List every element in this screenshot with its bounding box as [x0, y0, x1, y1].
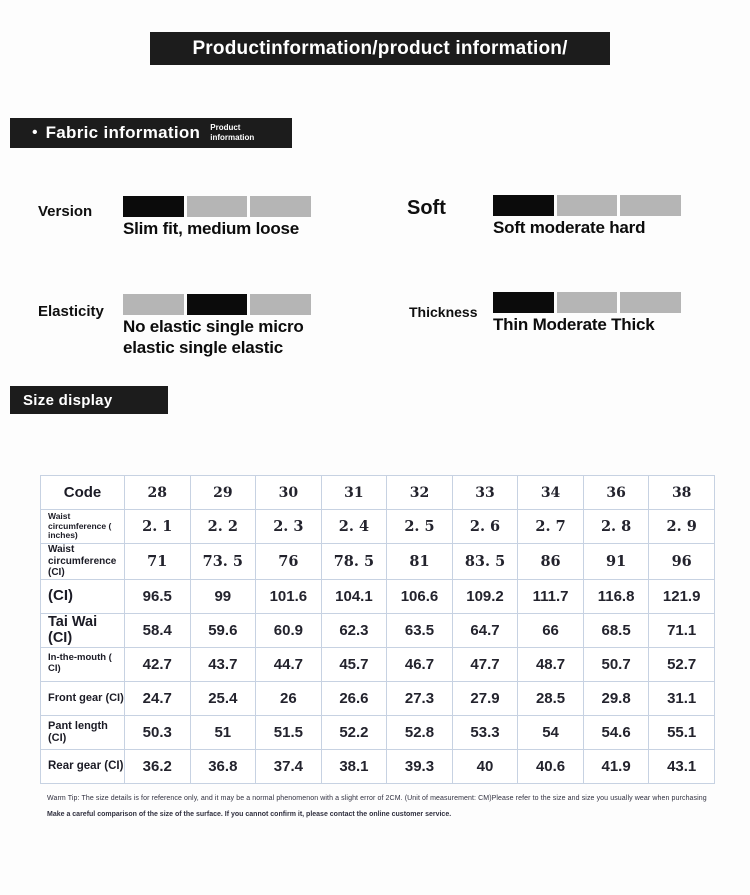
- table-cell: 26: [256, 681, 322, 715]
- elasticity-caption: No elastic single micro elastic single elastic: [123, 317, 304, 357]
- fabric-header-title: Fabric information: [45, 123, 201, 142]
- table-cell: 59.6: [190, 613, 256, 647]
- size-table: [40, 475, 715, 784]
- table-cell: 83. 5: [452, 544, 518, 580]
- version-metric: [123, 196, 311, 240]
- table-cell: 46.7: [387, 647, 453, 681]
- table-cell: 68.5: [583, 613, 649, 647]
- table-cell: 63.5: [387, 613, 453, 647]
- size-display-title: Size display: [23, 391, 113, 409]
- table-cell: 34: [518, 476, 584, 510]
- table-cell: 24.7: [125, 681, 191, 715]
- table-cell: 52.2: [321, 715, 387, 749]
- table-cell: 2. 3: [256, 510, 322, 544]
- soft-caption: Soft moderate hard: [493, 218, 646, 237]
- table-cell: 54: [518, 715, 584, 749]
- table-row: [41, 544, 715, 580]
- footnote: [47, 795, 712, 818]
- soft-metric: [493, 195, 681, 239]
- footnote-line1: Warm Tip: The size details is for reference only, and it may be a normal phenomenon with a slight error of 2CM. (Unit of measurement: CM)Please refer to the size and size you usually wear when purchasing: [47, 795, 707, 802]
- table-cell: 50.7: [583, 647, 649, 681]
- table-cell: 58.4: [125, 613, 191, 647]
- table-cell: 106.6: [387, 579, 453, 613]
- table-cell: 32: [387, 476, 453, 510]
- table-cell: 91: [583, 544, 649, 580]
- page-title: Productinformation/product information/: [192, 37, 568, 59]
- table-cell: 50.3: [125, 715, 191, 749]
- table-cell: 109.2: [452, 579, 518, 613]
- table-cell: 26.6: [321, 681, 387, 715]
- table-cell: 44.7: [256, 647, 322, 681]
- fabric-header-subtitle: Product information: [210, 122, 255, 142]
- row-header: Code: [41, 476, 125, 510]
- table-cell: 36: [583, 476, 649, 510]
- meter-segment-active: [187, 294, 248, 315]
- soft-meter: [493, 195, 681, 216]
- table-cell: 27.3: [387, 681, 453, 715]
- thickness-metric: [493, 292, 681, 336]
- table-cell: 101.6: [256, 579, 322, 613]
- table-cell: 81: [387, 544, 453, 580]
- meter-segment-inactive: [250, 294, 311, 315]
- table-cell: 42.7: [125, 647, 191, 681]
- table-cell: 29: [190, 476, 256, 510]
- table-cell: 2. 8: [583, 510, 649, 544]
- soft-label: Soft: [407, 197, 446, 219]
- version-caption: Slim fit, medium loose: [123, 219, 300, 238]
- table-row: [41, 510, 715, 544]
- table-cell: 2. 2: [190, 510, 256, 544]
- table-cell: 27.9: [452, 681, 518, 715]
- table-cell: 52.8: [387, 715, 453, 749]
- table-cell: 116.8: [583, 579, 649, 613]
- table-cell: 39.3: [387, 749, 453, 783]
- table-cell: 60.9: [256, 613, 322, 647]
- meter-segment-active: [123, 196, 184, 217]
- table-cell: 48.7: [518, 647, 584, 681]
- table-cell: 52.7: [649, 647, 715, 681]
- table-cell: 41.9: [583, 749, 649, 783]
- table-cell: 78. 5: [321, 544, 387, 580]
- table-cell: 2. 4: [321, 510, 387, 544]
- table-cell: 73. 5: [190, 544, 256, 580]
- table-cell: 55.1: [649, 715, 715, 749]
- table-cell: 28.5: [518, 681, 584, 715]
- footnote-line2: Make a careful comparison of the size of the surface. If you cannot confirm it, please contact the online customer service.: [47, 811, 452, 818]
- table-cell: 36.8: [190, 749, 256, 783]
- table-row: [41, 749, 715, 783]
- table-cell: 38: [649, 476, 715, 510]
- size-display-header: [10, 386, 168, 414]
- row-header: Front gear (CI): [41, 681, 125, 715]
- table-cell: 62.3: [321, 613, 387, 647]
- table-row: [41, 681, 715, 715]
- table-cell: 43.1: [649, 749, 715, 783]
- table-cell: 64.7: [452, 613, 518, 647]
- meter-segment-inactive: [123, 294, 184, 315]
- table-cell: 2. 1: [125, 510, 191, 544]
- size-table-body: [41, 476, 715, 784]
- table-cell: 54.6: [583, 715, 649, 749]
- version-meter: [123, 196, 311, 217]
- thickness-label: Thickness: [409, 304, 478, 320]
- table-cell: 51: [190, 715, 256, 749]
- table-cell: 96.5: [125, 579, 191, 613]
- table-cell: 2. 9: [649, 510, 715, 544]
- table-cell: 43.7: [190, 647, 256, 681]
- table-cell: 31.1: [649, 681, 715, 715]
- thickness-caption: Thin Moderate Thick: [493, 315, 655, 334]
- row-header: Waist circumference ( inches): [41, 510, 125, 544]
- page-title-banner: [150, 32, 610, 65]
- elasticity-metric: [123, 294, 311, 358]
- table-cell: 53.3: [452, 715, 518, 749]
- table-cell: 86: [518, 544, 584, 580]
- table-row: [41, 715, 715, 749]
- table-cell: 111.7: [518, 579, 584, 613]
- table-cell: 96: [649, 544, 715, 580]
- table-cell: 121.9: [649, 579, 715, 613]
- fabric-information-header: [10, 118, 292, 148]
- table-cell: 2. 6: [452, 510, 518, 544]
- row-header: (CI): [41, 579, 125, 613]
- table-cell: 37.4: [256, 749, 322, 783]
- table-row: [41, 613, 715, 647]
- thickness-meter: [493, 292, 681, 313]
- table-cell: 25.4: [190, 681, 256, 715]
- version-label: Version: [38, 203, 93, 220]
- meter-segment-inactive: [187, 196, 248, 217]
- row-header: In-the-mouth ( CI): [41, 647, 125, 681]
- table-cell: 51.5: [256, 715, 322, 749]
- table-cell: 40: [452, 749, 518, 783]
- table-cell: 47.7: [452, 647, 518, 681]
- meter-segment-inactive: [557, 292, 618, 313]
- size-table-container: [40, 475, 715, 784]
- meter-segment-inactive: [620, 195, 681, 216]
- row-header: Pant length (CI): [41, 715, 125, 749]
- table-cell: 33: [452, 476, 518, 510]
- table-cell: 30: [256, 476, 322, 510]
- table-cell: 31: [321, 476, 387, 510]
- table-cell: 71.1: [649, 613, 715, 647]
- row-header: Rear gear (CI): [41, 749, 125, 783]
- table-cell: 71: [125, 544, 191, 580]
- table-row: [41, 647, 715, 681]
- table-cell: 28: [125, 476, 191, 510]
- meter-segment-active: [493, 292, 554, 313]
- table-cell: 2. 7: [518, 510, 584, 544]
- table-cell: 104.1: [321, 579, 387, 613]
- table-row: [41, 476, 715, 510]
- table-cell: 38.1: [321, 749, 387, 783]
- row-header: Waist circumference (CI): [41, 544, 125, 580]
- meter-segment-active: [493, 195, 554, 216]
- row-header: Tai Wai (CI): [41, 613, 125, 647]
- table-row: [41, 579, 715, 613]
- elasticity-label: Elasticity: [38, 303, 104, 320]
- table-cell: 29.8: [583, 681, 649, 715]
- table-cell: 66: [518, 613, 584, 647]
- bullet-icon: •: [32, 124, 38, 141]
- meter-segment-inactive: [620, 292, 681, 313]
- meter-segment-inactive: [557, 195, 618, 216]
- elasticity-meter: [123, 294, 311, 315]
- table-cell: 2. 5: [387, 510, 453, 544]
- table-cell: 40.6: [518, 749, 584, 783]
- table-cell: 76: [256, 544, 322, 580]
- meter-segment-inactive: [250, 196, 311, 217]
- table-cell: 99: [190, 579, 256, 613]
- table-cell: 36.2: [125, 749, 191, 783]
- table-cell: 45.7: [321, 647, 387, 681]
